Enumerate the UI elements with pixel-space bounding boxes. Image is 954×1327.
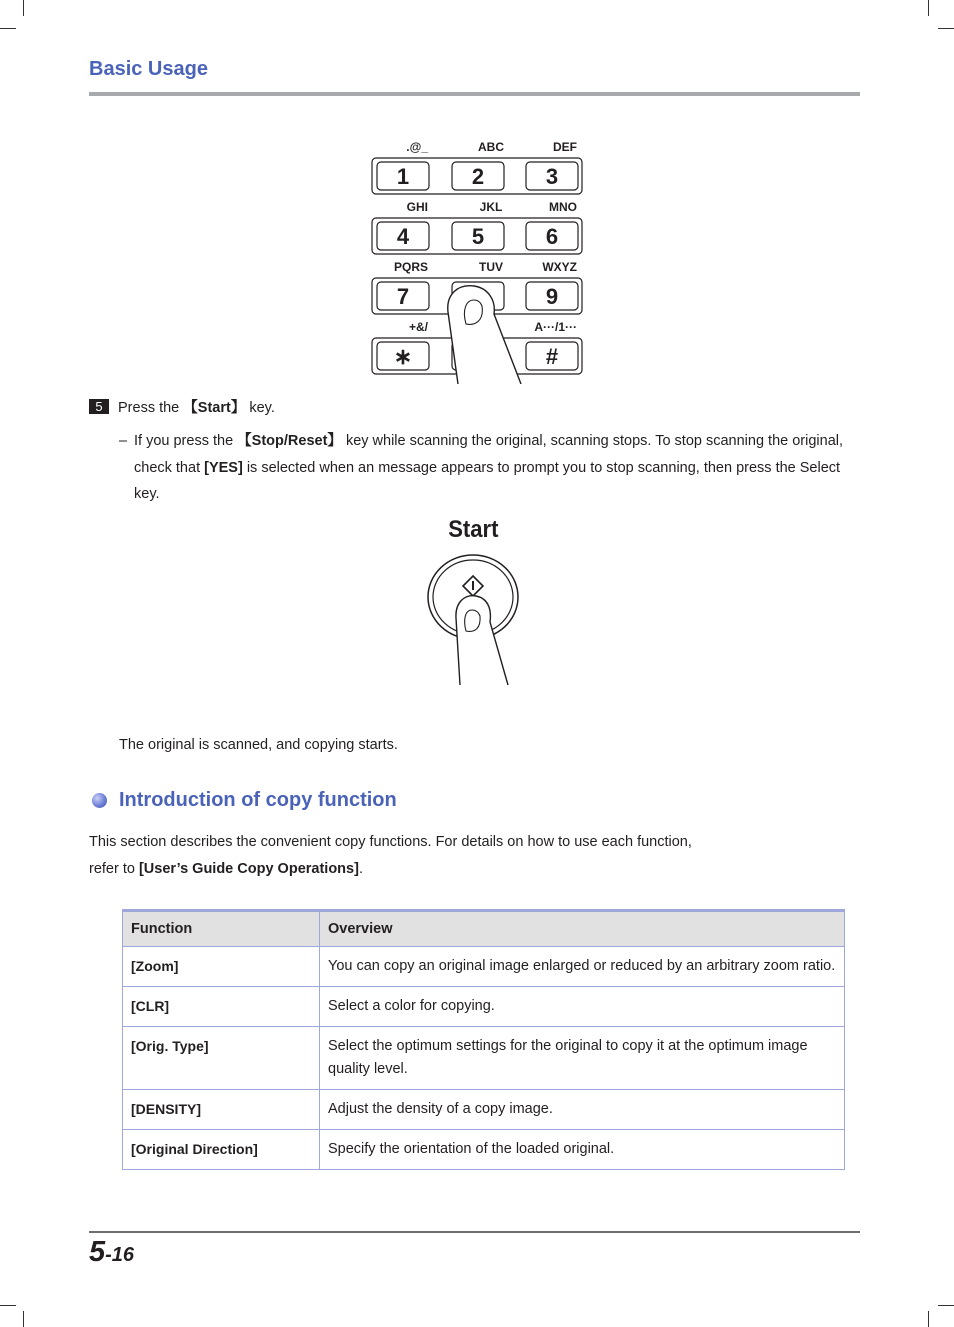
start-key-label: Start bbox=[448, 515, 499, 543]
keypad-key-label: ∗ bbox=[393, 344, 413, 369]
crop-mark bbox=[928, 0, 929, 16]
stop-reset-key-ref: 【Stop/Reset】 bbox=[237, 433, 342, 449]
crop-mark bbox=[938, 1305, 954, 1306]
crop-mark bbox=[0, 28, 16, 29]
keypad-key-label: 5 bbox=[471, 224, 485, 249]
crop-mark bbox=[938, 28, 954, 29]
keypad-key-label: 9 bbox=[545, 284, 559, 309]
overview-cell: Specify the orientation of the loaded original. bbox=[320, 1130, 845, 1170]
start-key-ref: 【Start】 bbox=[183, 400, 246, 416]
table-row bbox=[123, 987, 845, 1027]
keypad-letter-label: +&/ bbox=[408, 320, 428, 334]
dash-bullet: – bbox=[119, 433, 128, 449]
page-number: 5-16 bbox=[89, 1236, 135, 1268]
table-row bbox=[123, 1090, 845, 1130]
table-row bbox=[123, 947, 845, 987]
overview-cell: Select the optimum settings for the original to copy it at the optimum image quality level. bbox=[320, 1027, 845, 1090]
keypad-letter-label: PQRS bbox=[393, 260, 428, 274]
section-title: Introduction of copy function bbox=[119, 789, 397, 811]
function-cell: [DENSITY] bbox=[123, 1090, 320, 1130]
keypad-letter-label: .@_ bbox=[406, 140, 428, 154]
step-text: Press the bbox=[118, 400, 184, 416]
keypad-letter-label: JKL bbox=[479, 200, 503, 214]
step-5-note: – If you press the 【Stop/Reset】 key while scanning the original, scanning stops. To stop scanning the original, check that [YES] is selected when an message appears to prompt you to stop scanning, then press the Select key. bbox=[119, 428, 854, 508]
function-cell: [Zoom] bbox=[123, 947, 320, 987]
section-heading bbox=[92, 789, 397, 812]
keypad-letter-label: ABC bbox=[478, 140, 504, 154]
keypad-letter-label: DEF bbox=[553, 140, 577, 154]
bullet-icon bbox=[92, 793, 107, 808]
copy-function-table bbox=[122, 909, 845, 1170]
crop-mark bbox=[23, 1311, 24, 1327]
column-header-overview: Overview bbox=[320, 911, 845, 947]
step-5: 5 Press the 【Start】 key. bbox=[89, 396, 275, 417]
overview-cell: Adjust the density of a copy image. bbox=[320, 1090, 845, 1130]
keypad-key-label: 2 bbox=[471, 164, 485, 189]
crop-mark bbox=[0, 1305, 16, 1306]
keypad-key-label: 3 bbox=[545, 164, 559, 189]
keypad-key-label: 7 bbox=[396, 284, 410, 309]
user-guide-ref: [User’s Guide Copy Operations] bbox=[138, 861, 359, 877]
keypad-letter-label: WXYZ bbox=[542, 260, 577, 274]
keypad-key-label: 1 bbox=[396, 164, 410, 189]
crop-mark bbox=[23, 0, 24, 16]
result-text: The original is scanned, and copying starts. bbox=[119, 737, 398, 753]
overview-cell: You can copy an original image enlarged or reduced by an arbitrary zoom ratio. bbox=[320, 947, 845, 987]
keypad-letter-label: A···/1··· bbox=[534, 320, 577, 334]
keypad-letter-label: MNO bbox=[549, 200, 577, 214]
table-row bbox=[123, 1027, 845, 1090]
keypad-letter-label: GHI bbox=[406, 200, 428, 214]
column-header-function: Function bbox=[123, 911, 320, 947]
start-key-illustration bbox=[420, 510, 530, 690]
keypad-illustration bbox=[366, 134, 588, 384]
intro-paragraph: This section describes the convenient copy functions. For details on how to use each function, refer to [User’s Guide Copy Operations]. bbox=[89, 834, 692, 877]
function-cell: [Orig. Type] bbox=[123, 1027, 320, 1090]
overview-cell: Select a color for copying. bbox=[320, 987, 845, 1027]
header-divider bbox=[89, 92, 860, 96]
keypad-letter-label: TUV bbox=[479, 260, 503, 274]
keypad-key-label: 6 bbox=[545, 224, 559, 249]
table-row bbox=[123, 1130, 845, 1170]
yes-option-ref: [YES] bbox=[204, 459, 243, 476]
function-cell: [Original Direction] bbox=[123, 1130, 320, 1170]
footer-divider bbox=[89, 1231, 860, 1233]
keypad-key-label: # bbox=[545, 344, 559, 369]
crop-mark bbox=[928, 1311, 929, 1327]
step-number-badge: 5 bbox=[89, 399, 109, 414]
section-header-title: Basic Usage bbox=[89, 58, 208, 80]
keypad-key-label: 4 bbox=[396, 224, 410, 249]
function-cell: [CLR] bbox=[123, 987, 320, 1027]
